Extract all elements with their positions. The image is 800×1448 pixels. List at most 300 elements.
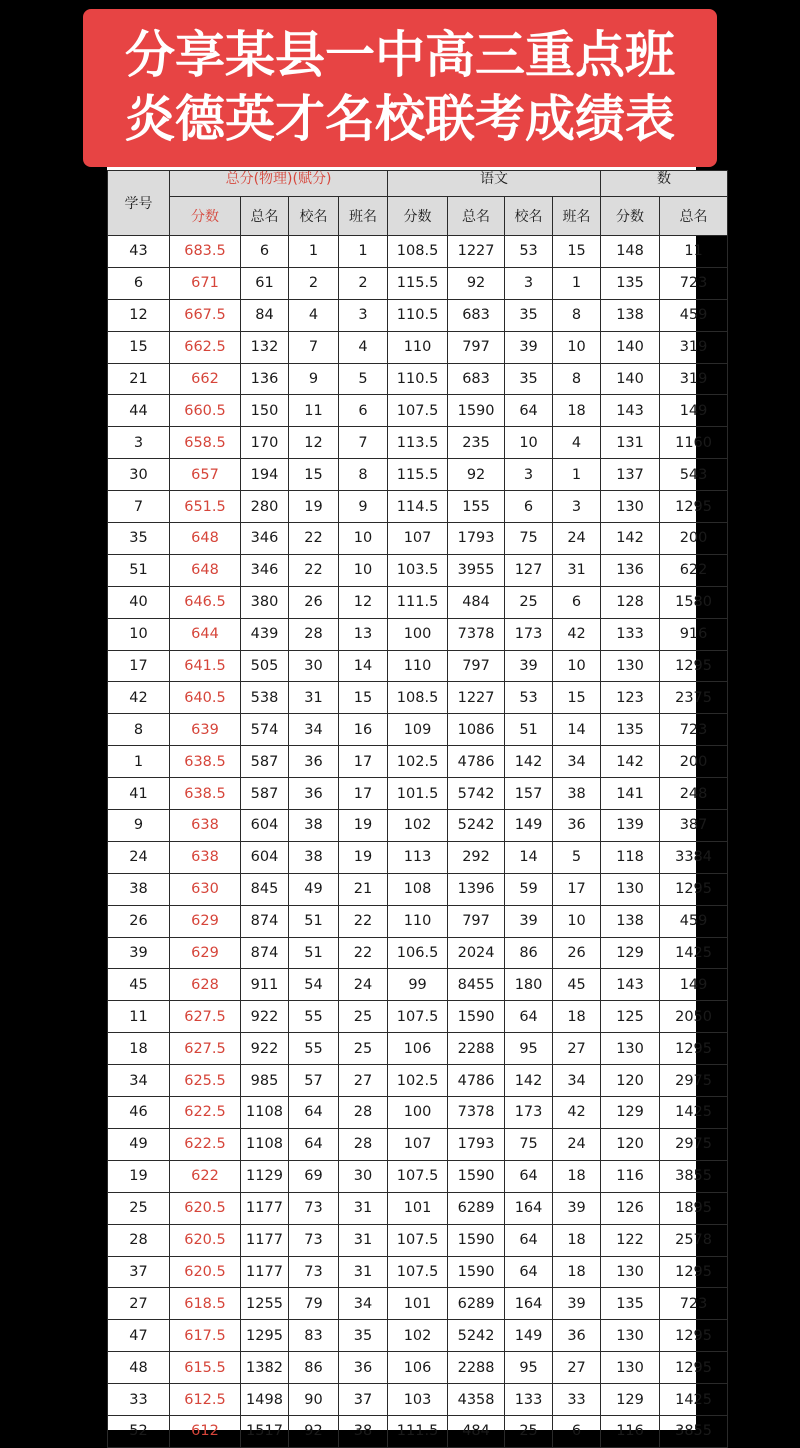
cell-student-id: 45: [108, 969, 170, 1001]
cell-total-score: 644: [170, 618, 241, 650]
cell-math-overall-rank: 3855: [660, 1160, 728, 1192]
cell-total-overall-rank: 1498: [241, 1384, 289, 1416]
cell-chinese-score: 100: [388, 1097, 448, 1129]
cell-student-id: 21: [108, 363, 170, 395]
cell-student-id: 25: [108, 1192, 170, 1224]
cell-student-id: 37: [108, 1256, 170, 1288]
table-row: [108, 459, 728, 491]
cell-student-id: 35: [108, 523, 170, 555]
cell-math-overall-rank: 11: [660, 236, 728, 268]
cell-math-score: 116: [601, 1160, 660, 1192]
cell-chinese-school-rank: 157: [505, 778, 553, 810]
cell-chinese-overall-rank: 797: [448, 331, 505, 363]
cell-math-overall-rank: 319: [660, 363, 728, 395]
table-row: [108, 236, 728, 268]
cell-total-overall-rank: 911: [241, 969, 289, 1001]
cell-chinese-school-rank: 95: [505, 1033, 553, 1065]
cell-chinese-school-rank: 173: [505, 1097, 553, 1129]
cell-total-overall-rank: 845: [241, 873, 289, 905]
cell-chinese-overall-rank: 1396: [448, 873, 505, 905]
cell-math-overall-rank: 2050: [660, 1001, 728, 1033]
cell-chinese-class-rank: 18: [553, 1160, 601, 1192]
cell-chinese-score: 111.5: [388, 1415, 448, 1447]
cell-student-id: 1: [108, 746, 170, 778]
cell-chinese-class-rank: 33: [553, 1384, 601, 1416]
cell-total-overall-rank: 132: [241, 331, 289, 363]
cell-chinese-overall-rank: 797: [448, 905, 505, 937]
cell-total-school-rank: 15: [289, 459, 339, 491]
cell-total-score: 638.5: [170, 778, 241, 810]
cell-total-score: 612: [170, 1415, 241, 1447]
cell-total-class-rank: 2: [339, 267, 388, 299]
cell-math-overall-rank: 2578: [660, 1224, 728, 1256]
cell-chinese-class-rank: 17: [553, 873, 601, 905]
cell-math-overall-rank: 3384: [660, 841, 728, 873]
cell-total-overall-rank: 1255: [241, 1288, 289, 1320]
cell-chinese-school-rank: 127: [505, 554, 553, 586]
cell-chinese-school-rank: 164: [505, 1288, 553, 1320]
cell-chinese-overall-rank: 1590: [448, 1224, 505, 1256]
table-row: [108, 267, 728, 299]
score-sheet: [107, 155, 712, 1440]
cell-student-id: 52: [108, 1415, 170, 1447]
header-chinese-class-rank: 班名: [553, 197, 601, 236]
cell-chinese-overall-rank: 484: [448, 1415, 505, 1447]
cell-total-school-rank: 86: [289, 1352, 339, 1384]
cell-student-id: 44: [108, 395, 170, 427]
cell-total-class-rank: 25: [339, 1001, 388, 1033]
cell-chinese-school-rank: 64: [505, 1224, 553, 1256]
header-total-class-rank: 班名: [339, 197, 388, 236]
cell-chinese-school-rank: 6: [505, 491, 553, 523]
cell-math-score: 135: [601, 1288, 660, 1320]
cell-student-id: 10: [108, 618, 170, 650]
cell-total-overall-rank: 574: [241, 714, 289, 746]
cell-math-overall-rank: 723: [660, 1288, 728, 1320]
cell-total-score: 620.5: [170, 1224, 241, 1256]
header-row-sub: [108, 197, 728, 236]
header-math-group-label: 数: [657, 170, 672, 187]
cell-total-class-rank: 8: [339, 459, 388, 491]
header-chinese-score: 分数: [388, 197, 448, 236]
cell-math-overall-rank: 459: [660, 299, 728, 331]
table-row: [108, 778, 728, 810]
cell-chinese-score: 106: [388, 1033, 448, 1065]
cell-chinese-overall-rank: 92: [448, 267, 505, 299]
cell-total-score: 625.5: [170, 1065, 241, 1097]
cell-total-school-rank: 73: [289, 1224, 339, 1256]
cell-chinese-overall-rank: 6289: [448, 1192, 505, 1224]
cell-total-school-rank: 4: [289, 299, 339, 331]
cell-total-overall-rank: 985: [241, 1065, 289, 1097]
cell-chinese-school-rank: 59: [505, 873, 553, 905]
cell-chinese-school-rank: 25: [505, 586, 553, 618]
cell-total-overall-rank: 380: [241, 586, 289, 618]
cell-total-school-rank: 83: [289, 1320, 339, 1352]
cell-math-score: 135: [601, 714, 660, 746]
cell-chinese-school-rank: 3: [505, 459, 553, 491]
cell-student-id: 19: [108, 1160, 170, 1192]
cell-total-class-rank: 24: [339, 969, 388, 1001]
cell-total-overall-rank: 874: [241, 937, 289, 969]
cell-math-score: 130: [601, 1256, 660, 1288]
cell-total-class-rank: 31: [339, 1192, 388, 1224]
cell-chinese-class-rank: 27: [553, 1033, 601, 1065]
cell-chinese-score: 102.5: [388, 746, 448, 778]
cell-total-score: 622.5: [170, 1128, 241, 1160]
cell-chinese-class-rank: 8: [553, 299, 601, 331]
cell-student-id: 11: [108, 1001, 170, 1033]
table-row: [108, 841, 728, 873]
header-chinese-overall-rank: 总名: [448, 197, 505, 236]
cell-math-score: 140: [601, 331, 660, 363]
cell-math-overall-rank: 149: [660, 969, 728, 1001]
cell-total-class-rank: 35: [339, 1320, 388, 1352]
table-row: [108, 1065, 728, 1097]
cell-chinese-score: 106.5: [388, 937, 448, 969]
header-total-score-group-label: 总分(物理)(赋分): [225, 170, 332, 187]
cell-chinese-score: 107.5: [388, 1160, 448, 1192]
title-banner: [83, 9, 717, 167]
cell-chinese-class-rank: 26: [553, 937, 601, 969]
cell-total-overall-rank: 505: [241, 650, 289, 682]
cell-total-overall-rank: 1129: [241, 1160, 289, 1192]
cell-math-score: 126: [601, 1192, 660, 1224]
cell-total-score: 662.5: [170, 331, 241, 363]
cell-total-class-rank: 19: [339, 810, 388, 842]
cell-total-overall-rank: 439: [241, 618, 289, 650]
cell-total-overall-rank: 1177: [241, 1192, 289, 1224]
cell-student-id: 9: [108, 810, 170, 842]
cell-student-id: 49: [108, 1128, 170, 1160]
table-row: [108, 1384, 728, 1416]
cell-total-overall-rank: 170: [241, 427, 289, 459]
cell-chinese-overall-rank: 92: [448, 459, 505, 491]
cell-total-score: 667.5: [170, 299, 241, 331]
cell-math-score: 129: [601, 1097, 660, 1129]
cell-math-score: 130: [601, 491, 660, 523]
cell-total-overall-rank: 150: [241, 395, 289, 427]
cell-math-score: 142: [601, 746, 660, 778]
cell-math-score: 137: [601, 459, 660, 491]
cell-chinese-class-rank: 6: [553, 1415, 601, 1447]
cell-total-school-rank: 73: [289, 1192, 339, 1224]
cell-total-overall-rank: 1382: [241, 1352, 289, 1384]
cell-chinese-school-rank: 14: [505, 841, 553, 873]
cell-total-overall-rank: 6: [241, 236, 289, 268]
cell-math-overall-rank: 723: [660, 267, 728, 299]
cell-total-overall-rank: 346: [241, 554, 289, 586]
cell-total-school-rank: 1: [289, 236, 339, 268]
cell-chinese-overall-rank: 1793: [448, 523, 505, 555]
cell-student-id: 33: [108, 1384, 170, 1416]
cell-chinese-class-rank: 10: [553, 905, 601, 937]
cell-chinese-score: 108.5: [388, 682, 448, 714]
cell-chinese-score: 110: [388, 650, 448, 682]
cell-chinese-score: 113: [388, 841, 448, 873]
cell-total-overall-rank: 922: [241, 1001, 289, 1033]
cell-chinese-school-rank: 75: [505, 523, 553, 555]
cell-math-score: 141: [601, 778, 660, 810]
cell-total-overall-rank: 538: [241, 682, 289, 714]
cell-total-overall-rank: 61: [241, 267, 289, 299]
cell-total-school-rank: 34: [289, 714, 339, 746]
cell-total-school-rank: 19: [289, 491, 339, 523]
cell-math-score: 130: [601, 650, 660, 682]
cell-chinese-overall-rank: 155: [448, 491, 505, 523]
cell-total-overall-rank: 1295: [241, 1320, 289, 1352]
cell-math-overall-rank: 1425: [660, 937, 728, 969]
header-total-overall-rank: 总名: [241, 197, 289, 236]
cell-chinese-overall-rank: 292: [448, 841, 505, 873]
cell-chinese-school-rank: 86: [505, 937, 553, 969]
cell-chinese-score: 108: [388, 873, 448, 905]
cell-chinese-class-rank: 36: [553, 1320, 601, 1352]
cell-math-overall-rank: 2975: [660, 1128, 728, 1160]
table-row: [108, 523, 728, 555]
header-row-top: [108, 171, 728, 197]
header-student-id: 学号: [108, 171, 170, 236]
cell-total-overall-rank: 604: [241, 810, 289, 842]
cell-chinese-score: 100: [388, 618, 448, 650]
cell-total-school-rank: 64: [289, 1128, 339, 1160]
header-total-score-group: [170, 171, 388, 197]
table-row: [108, 746, 728, 778]
cell-chinese-class-rank: 18: [553, 1001, 601, 1033]
cell-total-school-rank: 38: [289, 810, 339, 842]
cell-chinese-school-rank: 51: [505, 714, 553, 746]
cell-chinese-score: 107: [388, 1128, 448, 1160]
cell-chinese-score: 114.5: [388, 491, 448, 523]
cell-math-overall-rank: 1295: [660, 1320, 728, 1352]
cell-chinese-overall-rank: 1590: [448, 395, 505, 427]
cell-student-id: 48: [108, 1352, 170, 1384]
cell-math-score: 130: [601, 1352, 660, 1384]
cell-math-score: 120: [601, 1065, 660, 1097]
cell-chinese-class-rank: 8: [553, 363, 601, 395]
banner-title-line-2: 炎德英才名校联考成绩表: [125, 90, 675, 148]
cell-chinese-class-rank: 45: [553, 969, 601, 1001]
cell-chinese-score: 108.5: [388, 236, 448, 268]
cell-chinese-overall-rank: 7378: [448, 618, 505, 650]
cell-chinese-school-rank: 53: [505, 236, 553, 268]
cell-math-overall-rank: 2375: [660, 682, 728, 714]
header-chinese-group-label: 语文: [480, 170, 509, 187]
cell-chinese-overall-rank: 1590: [448, 1160, 505, 1192]
cell-total-score: 630: [170, 873, 241, 905]
cell-math-overall-rank: 622: [660, 554, 728, 586]
cell-chinese-score: 103: [388, 1384, 448, 1416]
cell-chinese-overall-rank: 683: [448, 363, 505, 395]
cell-math-overall-rank: 1895: [660, 1192, 728, 1224]
cell-chinese-class-rank: 34: [553, 1065, 601, 1097]
cell-math-overall-rank: 459: [660, 905, 728, 937]
cell-student-id: 46: [108, 1097, 170, 1129]
cell-chinese-class-rank: 10: [553, 650, 601, 682]
table-row: [108, 1320, 728, 1352]
cell-total-overall-rank: 136: [241, 363, 289, 395]
table-row: [108, 331, 728, 363]
cell-total-class-rank: 1: [339, 236, 388, 268]
cell-chinese-overall-rank: 8455: [448, 969, 505, 1001]
cell-math-overall-rank: 2975: [660, 1065, 728, 1097]
cell-chinese-overall-rank: 484: [448, 586, 505, 618]
cell-total-score: 638: [170, 841, 241, 873]
table-row: [108, 299, 728, 331]
cell-chinese-score: 107.5: [388, 1256, 448, 1288]
table-row: [108, 1415, 728, 1447]
cell-total-school-rank: 30: [289, 650, 339, 682]
cell-chinese-overall-rank: 5242: [448, 1320, 505, 1352]
cell-total-score: 627.5: [170, 1033, 241, 1065]
cell-math-overall-rank: 3855: [660, 1415, 728, 1447]
cell-student-id: 51: [108, 554, 170, 586]
cell-total-school-rank: 36: [289, 746, 339, 778]
cell-total-overall-rank: 1108: [241, 1128, 289, 1160]
cell-total-overall-rank: 1177: [241, 1256, 289, 1288]
cell-total-school-rank: 64: [289, 1097, 339, 1129]
cell-math-overall-rank: 723: [660, 714, 728, 746]
table-row: [108, 1097, 728, 1129]
cell-total-score: 615.5: [170, 1352, 241, 1384]
cell-total-overall-rank: 194: [241, 459, 289, 491]
cell-math-overall-rank: 1425: [660, 1097, 728, 1129]
cell-chinese-overall-rank: 5742: [448, 778, 505, 810]
cell-total-overall-rank: 1517: [241, 1415, 289, 1447]
cell-chinese-overall-rank: 2024: [448, 937, 505, 969]
cell-chinese-school-rank: 39: [505, 905, 553, 937]
cell-total-class-rank: 7: [339, 427, 388, 459]
cell-total-school-rank: 11: [289, 395, 339, 427]
cell-chinese-school-rank: 133: [505, 1384, 553, 1416]
cell-chinese-class-rank: 39: [553, 1192, 601, 1224]
cell-total-class-rank: 22: [339, 905, 388, 937]
cell-student-id: 6: [108, 267, 170, 299]
cell-total-overall-rank: 346: [241, 523, 289, 555]
cell-student-id: 24: [108, 841, 170, 873]
cell-chinese-overall-rank: 797: [448, 650, 505, 682]
cell-total-score: 657: [170, 459, 241, 491]
cell-total-class-rank: 34: [339, 1288, 388, 1320]
cell-math-score: 140: [601, 363, 660, 395]
cell-math-score: 138: [601, 299, 660, 331]
cell-total-class-rank: 25: [339, 1033, 388, 1065]
cell-math-score: 118: [601, 841, 660, 873]
cell-chinese-school-rank: 75: [505, 1128, 553, 1160]
banner-title-line-1: 分享某县一中高三重点班: [125, 26, 675, 84]
cell-total-school-rank: 12: [289, 427, 339, 459]
cell-math-overall-rank: 248: [660, 778, 728, 810]
cell-total-school-rank: 7: [289, 331, 339, 363]
table-row: [108, 395, 728, 427]
cell-chinese-class-rank: 1: [553, 267, 601, 299]
cell-total-score: 651.5: [170, 491, 241, 523]
table-row: [108, 618, 728, 650]
cell-chinese-school-rank: 173: [505, 618, 553, 650]
cell-chinese-class-rank: 39: [553, 1288, 601, 1320]
cell-student-id: 18: [108, 1033, 170, 1065]
cell-math-overall-rank: 1295: [660, 491, 728, 523]
cell-chinese-class-rank: 1: [553, 459, 601, 491]
cell-chinese-overall-rank: 7378: [448, 1097, 505, 1129]
cell-total-score: 629: [170, 937, 241, 969]
cell-total-class-rank: 17: [339, 778, 388, 810]
table-row: [108, 937, 728, 969]
cell-math-overall-rank: 1425: [660, 1384, 728, 1416]
table-row: [108, 1256, 728, 1288]
cell-chinese-score: 103.5: [388, 554, 448, 586]
table-row: [108, 873, 728, 905]
cell-chinese-school-rank: 39: [505, 331, 553, 363]
cell-math-overall-rank: 1160: [660, 427, 728, 459]
table-row: [108, 427, 728, 459]
table-row: [108, 1001, 728, 1033]
table-row: [108, 1128, 728, 1160]
cell-math-score: 136: [601, 554, 660, 586]
cell-student-id: 28: [108, 1224, 170, 1256]
cell-chinese-school-rank: 64: [505, 1256, 553, 1288]
table-row: [108, 682, 728, 714]
cell-total-class-rank: 30: [339, 1160, 388, 1192]
cell-total-school-rank: 31: [289, 682, 339, 714]
cell-chinese-score: 102.5: [388, 1065, 448, 1097]
cell-chinese-class-rank: 31: [553, 554, 601, 586]
cell-total-school-rank: 26: [289, 586, 339, 618]
cell-total-overall-rank: 587: [241, 778, 289, 810]
cell-math-score: 129: [601, 937, 660, 969]
cell-math-score: 123: [601, 682, 660, 714]
cell-chinese-overall-rank: 1227: [448, 682, 505, 714]
table-row: [108, 363, 728, 395]
cell-total-class-rank: 4: [339, 331, 388, 363]
cell-chinese-school-rank: 39: [505, 650, 553, 682]
cell-math-score: 122: [601, 1224, 660, 1256]
cell-total-school-rank: 73: [289, 1256, 339, 1288]
cell-chinese-class-rank: 10: [553, 331, 601, 363]
cell-total-overall-rank: 1177: [241, 1224, 289, 1256]
table-row: [108, 905, 728, 937]
cell-total-overall-rank: 1108: [241, 1097, 289, 1129]
cell-chinese-overall-rank: 6289: [448, 1288, 505, 1320]
cell-total-score: 629: [170, 905, 241, 937]
cell-math-overall-rank: 149: [660, 395, 728, 427]
cell-chinese-class-rank: 38: [553, 778, 601, 810]
cell-total-score: 648: [170, 554, 241, 586]
cell-chinese-overall-rank: 3955: [448, 554, 505, 586]
cell-total-class-rank: 6: [339, 395, 388, 427]
cell-chinese-school-rank: 142: [505, 746, 553, 778]
cell-chinese-score: 107.5: [388, 395, 448, 427]
cell-math-overall-rank: 319: [660, 331, 728, 363]
cell-total-score: 617.5: [170, 1320, 241, 1352]
cell-total-class-rank: 19: [339, 841, 388, 873]
cell-student-id: 7: [108, 491, 170, 523]
cell-chinese-school-rank: 164: [505, 1192, 553, 1224]
cell-total-class-rank: 13: [339, 618, 388, 650]
cell-chinese-class-rank: 4: [553, 427, 601, 459]
table-row: [108, 650, 728, 682]
cell-total-score: 639: [170, 714, 241, 746]
cell-total-class-rank: 14: [339, 650, 388, 682]
score-table: [107, 170, 728, 1448]
header-math-score: 分数: [601, 197, 660, 236]
cell-chinese-score: 113.5: [388, 427, 448, 459]
cell-chinese-school-rank: 142: [505, 1065, 553, 1097]
cell-total-class-rank: 31: [339, 1224, 388, 1256]
cell-chinese-school-rank: 10: [505, 427, 553, 459]
cell-total-school-rank: 90: [289, 1384, 339, 1416]
cell-chinese-overall-rank: 2288: [448, 1033, 505, 1065]
